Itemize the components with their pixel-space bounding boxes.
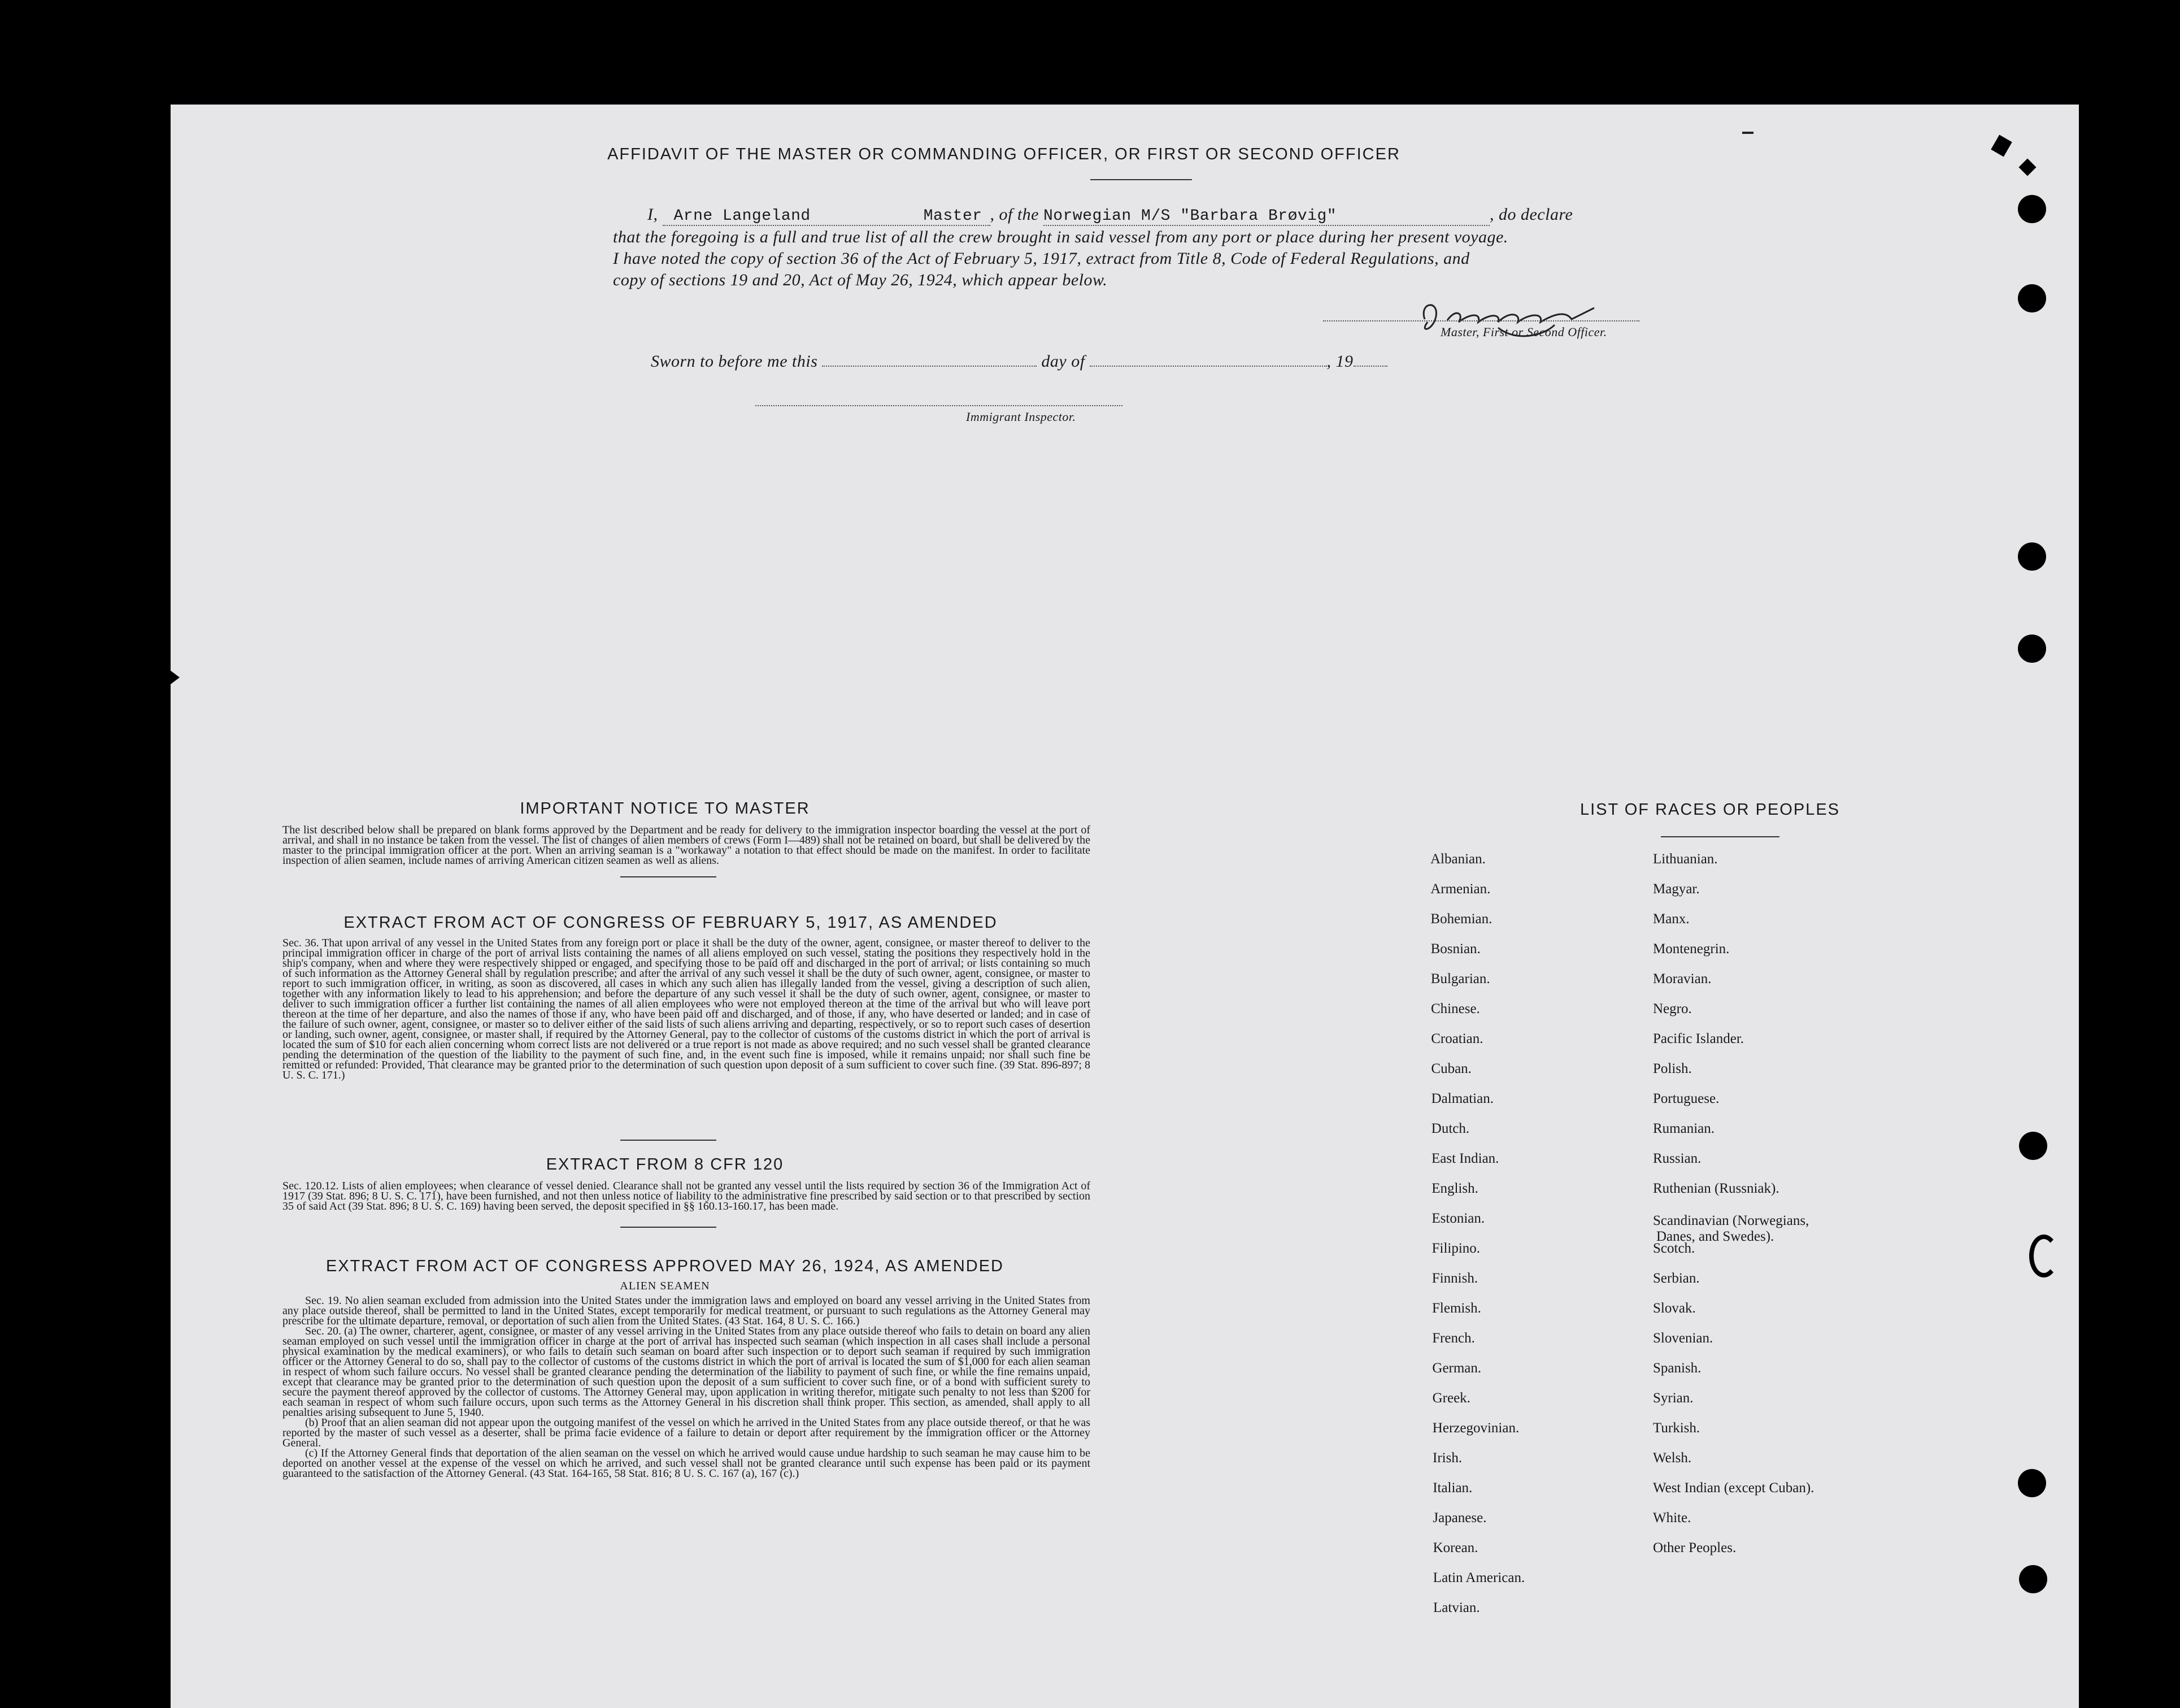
race-item: Estonian. (1431, 1211, 1485, 1226)
race-item: Irish. (1433, 1450, 1463, 1466)
race-item: Bulgarian. (1430, 971, 1490, 986)
declare-text: , do declare (1490, 205, 1573, 224)
races-divider (1661, 836, 1779, 837)
extract-cfr-body: Sec. 120.12. Lists of alien employees; when clearance of vessel denied. Clearance shall not be granted any vessel until the lists required by section 36 of the Immigration Act of 1917 (39 Stat. 896; 8 U. S. C. 171), have been furnished, and not then unless notice of liability to the administrative fine prescribed by said section or to that prescribed by section 35 of said Act (39 Stat. 896; 8 U. S. C. 169) having been served, the deposit specified in §§ 160.13-160.17, has been made. (282, 1180, 1090, 1212)
race-item: West Indian (except Cuban). (1653, 1480, 1815, 1496)
extract-1917-title: EXTRACT FROM ACT OF CONGRESS OF FEBRUARY 5, 1917, AS AMENDED (343, 914, 998, 932)
race-item: Danes, and Swedes). (1656, 1229, 1774, 1244)
race-item: Spanish. (1653, 1361, 1702, 1376)
signature-line (1323, 320, 1639, 321)
race-item: Scandinavian (Norwegians, (1653, 1213, 1809, 1228)
extract-1924-sec20c: (c) If the Attorney General finds that deportation of the alien seaman on the vessel on which he arrived would cause undue hardship to such seaman he may cause him to be deported on another vessel at the expense of the vessel on which he arrived, and such vessel shall not be granted clearance until such expense has been paid or its payment guaranteed to the satisfaction of the Attorney General. (43 Stat. 164-165, 58 Stat. 816; 8 U. S. C. 167 (a), 167 (c).) (282, 1447, 1090, 1480)
name-field (663, 205, 990, 226)
race-item: Dalmatian. (1431, 1091, 1494, 1106)
race-item: Syrian. (1653, 1390, 1694, 1406)
affidavit-title: AFFIDAVIT OF THE MASTER OR COMMANDING OFFICER, OR FIRST OR SECOND OFFICER (607, 145, 1400, 163)
signature-caption: Master, First or Second Officer. (1441, 325, 1607, 339)
document-page (171, 105, 2079, 1708)
race-item: Turkish. (1653, 1420, 1700, 1436)
race-item: Ruthenian (Russniak). (1653, 1181, 1779, 1196)
race-item: Latin American. (1433, 1570, 1525, 1585)
race-item: Scotch. (1653, 1241, 1695, 1256)
sworn-day-field (822, 366, 1037, 367)
punch-hole (2019, 1132, 2047, 1160)
race-item: Latvian. (1433, 1600, 1480, 1615)
extract-1924-subtitle: ALIEN SEAMEN (620, 1280, 710, 1292)
extract-1924-title: EXTRACT FROM ACT OF CONGRESS APPROVED MAY 26, 1924, AS AMENDED (326, 1257, 1004, 1275)
extract-cfr-divider (620, 1227, 716, 1228)
scan-mark (1991, 135, 2012, 157)
i-prefix: I, (647, 205, 658, 224)
race-item: Bosnian. (1430, 941, 1481, 957)
edge-mark (171, 671, 180, 684)
scan-mark (1742, 132, 1753, 134)
race-item: German. (1432, 1361, 1482, 1376)
race-item: East Indian. (1431, 1151, 1499, 1166)
race-item: Polish. (1653, 1061, 1692, 1076)
rank-value: Master (923, 207, 982, 225)
race-item: Bohemian. (1430, 911, 1493, 927)
punch-hole (2019, 1565, 2047, 1593)
race-item: Greek. (1432, 1390, 1470, 1406)
races-title: LIST OF RACES OR PEOPLES (1579, 801, 1840, 819)
punch-hole (2018, 542, 2046, 571)
race-item: Portuguese. (1653, 1091, 1720, 1106)
declaration-line-1 (647, 205, 1901, 226)
race-item: Flemish. (1432, 1301, 1481, 1316)
sworn-line (651, 352, 1387, 371)
race-item: Moravian. (1653, 971, 1712, 986)
extract-1924-sec20b: (b) Proof that an alien seaman did not appear upon the outgoing manifest of the vessel on which he arrived in the United States from any place outside thereof, or that he was reported by the master of such vessel as a deserter, shall be prima facie evidence of a failure to detain or deport after requirement by the immigration officer or the Attorney General. (282, 1416, 1090, 1449)
extract-1917-divider (620, 1140, 716, 1141)
race-item: Magyar. (1653, 881, 1700, 897)
year-text: , 19 (1326, 352, 1354, 371)
race-item: Chinese. (1431, 1001, 1480, 1016)
race-item: English. (1431, 1181, 1478, 1196)
name-value: Arne Langeland (673, 207, 811, 225)
extract-1924-body (282, 1296, 1090, 1479)
of-the-text: , of the (990, 205, 1039, 224)
extract-1917-body: Sec. 36. That upon arrival of any vessel in the United States from any foreign port or place it shall be the duty of the owner, agent, consignee, or master thereof to deliver to the principal immigration officer in charge of the port of arrival lists containing the names of all aliens employed on such vessel, stating the positions they respectively hold in the ship's company, when and where they were respectively shipped or engaged, and specifying those to be paid off and discharged in the port of arrival; or lists containing so much of such information as the Attorney General shall by regulation prescribe; and after the arrival of any such vessel it shall be the duty of such owner, agent, consignee, or master to report to such immigration officer, in writing, as soon as discovered, all cases in which any such alien has illegally landed from the vessel, giving a description of such alien, together with any information likely to lead to his apprehension; and before the departure of any such vessel it shall be the duty of such owner, agent, consignee, or master to deliver to such immigration officer a further list containing the names of all alien employees who were not employed thereon at the time of the arrival but who will leave port thereon at the time of her departure, and also the names of those if any, who have been paid off and discharged, and of those, if any, who have deserted or landed; and in case of the failure of such owner, agent, consignee, or master so to deliver either of the said lists of such aliens arriving and departing, respectively, or so to report such cases of desertion or landing, such owner, agent, consignee, or master shall, if required by the Attorney General, pay to the collector of customs of the customs district in which the port of arrival is located the sum of $10 for each alien concerning whom correct lists are not delivered or a true report is not made as above required; and no such vessel shall be granted clearance pending the determination of the question of the liability to the payment of such fine, and, in the event such fine is imposed, while it remains unpaid; nor shall such fine be remitted or refunded: Provided, That clearance may be granted prior to the determination of such question upon deposit of a sum sufficient to cover such fine. (39 Stat. 896-897; 8 U. S. C. 171.) (282, 937, 1090, 1081)
race-item: Serbian. (1653, 1271, 1700, 1286)
extract-cfr-title: EXTRACT FROM 8 CFR 120 (546, 1155, 784, 1174)
inspector-line (755, 405, 1122, 406)
race-item: Italian. (1433, 1480, 1473, 1496)
day-of-text: day of (1041, 352, 1085, 371)
race-item: Cuban. (1431, 1061, 1472, 1076)
punch-hole (2018, 634, 2046, 663)
race-item: Filipino. (1431, 1241, 1481, 1256)
race-item: Dutch. (1431, 1121, 1470, 1136)
notice-body: The list described below shall be prepared on blank forms approved by the Department and be ready for delivery to the immigration inspector boarding the vessel at the port of arrival, and shall in no instance be taken from the vessel. The list of changes of alien members of crews (Form I—489) shall not be retained on board, but shall be delivered by the master to the principal immigration officer at the port. When an arriving seaman is a "workaway" a notation to that effect should be made on the manifest. In order to facilitate inspection of alien seamen, include names of arriving American citizen seamen as well as aliens. (282, 824, 1090, 867)
declaration-line-4: copy of sections 19 and 20, Act of May 26, 1924, which appear below. (613, 271, 1108, 289)
notice-divider (620, 876, 716, 877)
sworn-text: Sworn to before me this (651, 352, 818, 371)
race-item: Welsh. (1653, 1450, 1692, 1466)
race-item: Rumanian. (1653, 1121, 1715, 1136)
race-item: Croatian. (1431, 1031, 1483, 1046)
race-item: Russian. (1653, 1151, 1702, 1166)
race-item: Albanian. (1430, 851, 1486, 867)
vessel-field (1043, 205, 1490, 226)
notice-title: IMPORTANT NOTICE TO MASTER (520, 799, 810, 818)
race-item: Korean. (1433, 1540, 1478, 1555)
race-item: Japanese. (1433, 1510, 1487, 1526)
extract-1924-sec20a: Sec. 20. (a) The owner, charterer, agent, consignee, or master of any vessel arriving in the United States from any place outside thereof who fails to detain on board any alien seaman employed on such vessel until the immigration officer in charge at the port of arrival has inspected such seaman (which inspection in all cases shall include a personal physical examination by the medical examiners), or who fails to detain such seaman on board after such inspection or to deport such seaman if required by such immigration officer or the Attorney General to do so, shall pay to the collector of customs of the customs district in which the port of arrival is located the sum of $1,000 for each alien seaman in respect of whom such failure occurs. No vessel shall be granted clearance pending the determination of the liability to payment of such fine, or while the fine remains unpaid, except that clearance may be granted prior to the determination of such question upon the deposit of a sum sufficient to cover such fine, or of a bond with sufficient surety to secure the payment thereof approved by the collector of customs. The Attorney General may, upon application in writing therefor, mitigate such penalty to not less than $200 for each seaman in respect of whom such failure occurs, upon such terms as the Attorney General in his discretion shall think proper. This section, as amended, shall apply to all penalties arising subsequent to June 5, 1940. (282, 1325, 1090, 1419)
race-item: Slovak. (1653, 1301, 1696, 1316)
race-item: Montenegrin. (1653, 941, 1730, 957)
race-item: White. (1653, 1510, 1691, 1526)
race-item: Other Peoples. (1653, 1540, 1737, 1555)
punch-hole (2018, 195, 2046, 223)
sworn-month-field (1090, 366, 1327, 367)
race-item: Herzegovinian. (1432, 1420, 1520, 1436)
race-item: French. (1432, 1331, 1475, 1346)
declaration-line-2: that the foregoing is a full and true list of all the crew brought in said vessel from any port or place during her present voyage. (613, 228, 1508, 246)
scan-mark (2018, 158, 2036, 176)
race-item: Armenian. (1430, 881, 1491, 897)
race-item: Manx. (1653, 911, 1690, 927)
race-item: Negro. (1653, 1001, 1692, 1016)
race-item: Pacific Islander. (1653, 1031, 1744, 1046)
race-item: Lithuanian. (1653, 851, 1718, 867)
race-item: Slovenian. (1653, 1331, 1713, 1346)
sworn-year-field (1354, 366, 1387, 367)
extract-1924-sec19: Sec. 19. No alien seaman excluded from admission into the United States under the immigration laws and employed on board any vessel arriving in the United States from any place outside thereof, shall be permitted to land in the United States, except temporarily for medical treatment, or pursuant to such regulations as the Attorney General may prescribe for the ultimate departure, removal, or deportation of such alien from the United States. (43 Stat. 164, 8 U. S. C. 166.) (282, 1294, 1090, 1327)
inspector-caption: Immigrant Inspector. (966, 410, 1076, 424)
race-item: Finnish. (1431, 1271, 1478, 1286)
scan-mark (2029, 1235, 2059, 1277)
title-divider (1090, 179, 1192, 180)
punch-hole (2018, 1469, 2046, 1497)
punch-hole (2018, 284, 2046, 312)
declaration-line-3: I have noted the copy of section 36 of the Act of February 5, 1917, extract from Title 8, Code of Federal Regulations, and (613, 249, 1470, 268)
vessel-value: Norwegian M/S "Barbara Brøvig" (1043, 207, 1337, 225)
